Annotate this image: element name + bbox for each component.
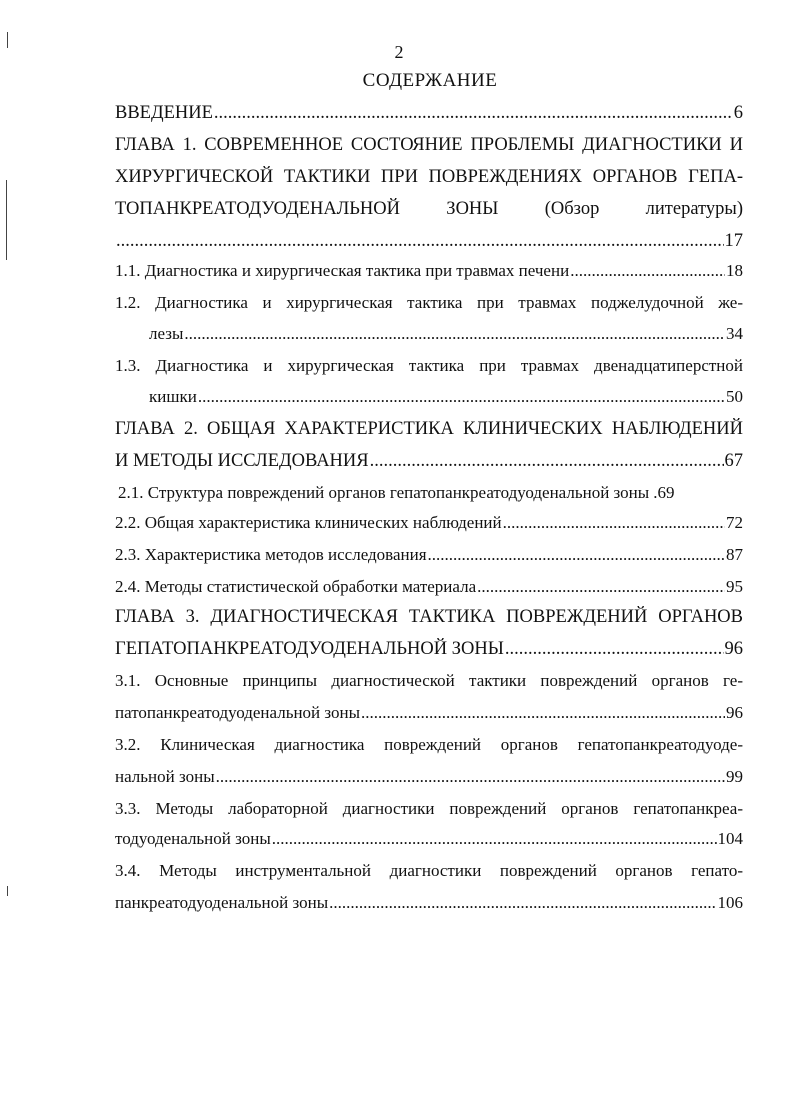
- toc-page-number: 50: [726, 387, 743, 406]
- page-title: СОДЕРЖАНИЕ: [362, 70, 498, 91]
- toc-chapter-2: [115, 450, 743, 472]
- toc-entry-1-2: [149, 323, 743, 345]
- dot-leader: [198, 386, 725, 408]
- toc-entry-3-1: [115, 702, 743, 724]
- toc-entry-text: 2.1. Структура повреждений органов гепатопанкреатодуоденальной зоны: [118, 483, 650, 502]
- toc-entry-1-3-line: 1.3. Диагностика и хирургическая тактика при травмах двенадцатиперстной: [115, 356, 743, 375]
- toc-page-number: 95: [726, 577, 743, 596]
- toc-entry-3-4: [115, 892, 743, 914]
- toc-entry-text: 2.2. Общая характеристика клинических наблюдений: [115, 513, 502, 532]
- toc-page-number: 18: [726, 261, 743, 280]
- toc-page-number: 104: [717, 829, 743, 848]
- toc-page-number: 87: [726, 545, 743, 564]
- toc-chapter-1-line: ГЛАВА 1. СОВРЕМЕННОЕ СОСТОЯНИЕ ПРОБЛЕМЫ ДИАГНОСТИКИ И: [115, 135, 743, 155]
- toc-chapter-1-line: ХИРУРГИЧЕСКОЙ ТАКТИКИ ПРИ ПОВРЕЖДЕНИЯХ ОРГАНОВ ГЕПА-: [115, 167, 743, 187]
- toc-entry-2-1: [118, 482, 743, 504]
- toc-entry-text: лезы: [149, 324, 184, 343]
- dot-leader: [570, 260, 725, 282]
- toc-entry-3-4-line: 3.4. Методы инструментальной диагностики повреждений органов гепато-: [115, 861, 743, 880]
- dot-leader: [272, 828, 717, 850]
- page-number: 2: [394, 42, 404, 62]
- toc-entry-2-4: [115, 576, 743, 598]
- toc-page-number: 99: [726, 767, 743, 786]
- dot-leader: [503, 512, 725, 534]
- toc-chapter-1-page-line: [115, 230, 743, 252]
- dot-leader: [428, 544, 725, 566]
- toc-entry-text: кишки: [149, 387, 197, 406]
- toc-entry-1-1: [115, 260, 743, 282]
- toc-page-number: 17: [724, 231, 743, 251]
- toc-entry-2-3: [115, 544, 743, 566]
- toc-entry-text: И МЕТОДЫ ИССЛЕДОВАНИЯ: [115, 451, 369, 471]
- dot-leader: [116, 230, 724, 252]
- toc-entry-3-2: [115, 766, 743, 788]
- toc-page-number: 6: [733, 103, 743, 123]
- dot-leader: [477, 576, 725, 598]
- toc-page-number: 67: [724, 451, 743, 471]
- toc-chapter-3-line: ГЛАВА 3. ДИАГНОСТИЧЕСКАЯ ТАКТИКА ПОВРЕЖДЕНИЙ ОРГАНОВ: [115, 607, 743, 627]
- toc-chapter-1-line: ТОПАНКРЕАТОДУОДЕНАЛЬНОЙ ЗОНЫ (Обзор литературы): [115, 199, 743, 219]
- toc-entry-text: ГЕПАТОПАНКРЕАТОДУОДЕНАЛЬНОЙ ЗОНЫ: [115, 639, 504, 659]
- toc-entry-text: тодуоденальной зоны: [115, 829, 271, 848]
- toc-entry-text: панкреатодуоденальной зоны: [115, 893, 329, 912]
- toc-entry-3-2-line: 3.2. Клиническая диагностика повреждений органов гепатопанкреатодуоде-: [115, 735, 743, 754]
- dot-leader: [184, 323, 725, 345]
- toc-entry-3-1-line: 3.1. Основные принципы диагностической тактики повреждений органов ге-: [115, 671, 743, 690]
- toc-entry-text: нальной зоны: [115, 767, 215, 786]
- dot-leader: [216, 766, 725, 788]
- toc-chapter-2-line: ГЛАВА 2. ОБЩАЯ ХАРАКТЕРИСТИКА КЛИНИЧЕСКИХ НАБЛЮДЕНИЙ: [115, 419, 743, 439]
- toc-entry-2-2: [115, 512, 743, 534]
- toc-page-number: 106: [717, 893, 743, 912]
- toc-chapter-3: [115, 638, 743, 660]
- toc-entry-3-3-line: 3.3. Методы лабораторной диагностики повреждений органов гепатопанкреа-: [115, 799, 743, 818]
- toc-entry-3-3: [115, 828, 743, 850]
- dot-leader: [505, 638, 724, 660]
- toc-page-number: 72: [726, 513, 743, 532]
- toc-entry-text: ВВЕДЕНИЕ: [115, 103, 213, 123]
- dot-leader: [329, 892, 716, 914]
- toc-page-number: 96: [724, 639, 743, 659]
- toc-entry-introduction: [115, 102, 743, 124]
- toc-entry-1-3: [149, 386, 743, 408]
- toc-page-number: 34: [726, 324, 743, 343]
- toc-entry-1-2-line: 1.2. Диагностика и хирургическая тактика при травмах поджелудочной же-: [115, 293, 743, 312]
- toc-entry-text: патопанкреатодуоденальной зоны: [115, 703, 361, 722]
- toc-entry-text: 2.3. Характеристика методов исследования: [115, 545, 427, 564]
- dot-leader: [214, 102, 733, 124]
- toc-page-number: 96: [726, 703, 743, 722]
- toc-entry-text: 1.1. Диагностика и хирургическая тактика при травмах печени: [115, 261, 570, 280]
- dot-leader: [361, 702, 725, 724]
- dot-leader: [370, 450, 724, 472]
- toc-entry-text: 2.4. Методы статистической обработки материала: [115, 577, 477, 596]
- toc-page-number: .69: [653, 483, 675, 502]
